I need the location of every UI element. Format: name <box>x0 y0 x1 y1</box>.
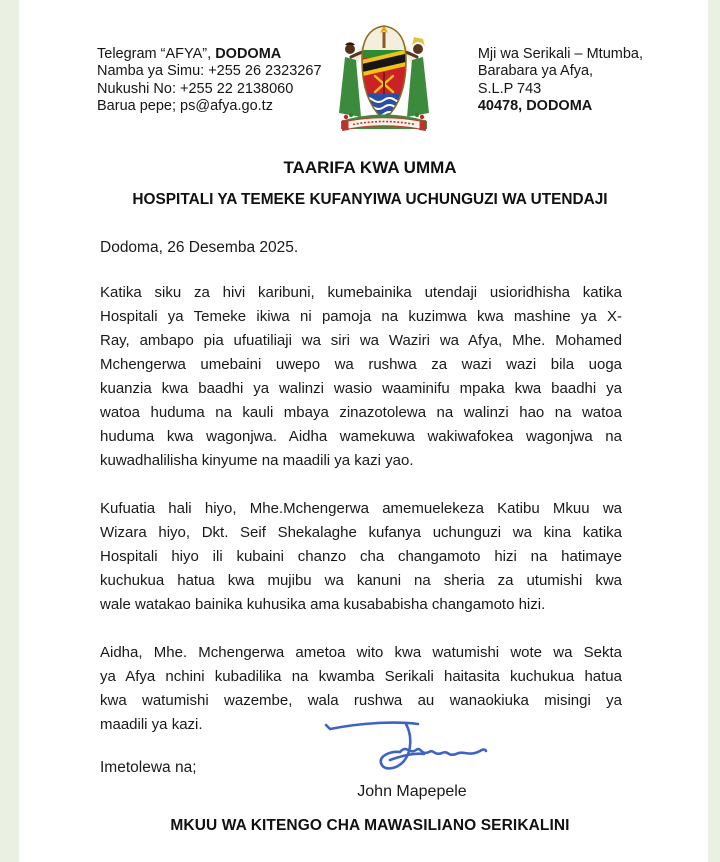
telegram-line <box>97 46 322 63</box>
paragraph-line: Aidha, Mhe. Mchengerwa ametoa wito kwa watumishi wote wa Sekta <box>100 644 622 661</box>
paragraph-line: kuchukua hatua kwa mujibu wa kanuni na sheria za utumishi kwa <box>100 572 622 589</box>
paragraph-line: Mchengerwa umebaini uwepo wa rushwa za wazi wazi bila uoga <box>100 356 622 373</box>
dateline: Dodoma, 26 Desemba 2025. <box>100 239 299 256</box>
letterhead-postcode: 40478, DODOMA <box>477 98 593 115</box>
letterhead-contact-line: Nukushi No: +255 22 2138060 <box>97 80 294 97</box>
letterhead-right-block <box>478 46 643 132</box>
paragraph-line: watoa huduma na kauli mbaya zinazotolewa na walinzi hao na watoa <box>100 404 622 421</box>
letterhead-contact-line: Barua pepe; ps@afya.go.tz <box>97 98 273 115</box>
paragraph-line: wale watakao bainika kuhusika ama kusababisha changamoto hizi. <box>100 596 546 613</box>
paragraph-line: Katika siku za hivi karibuni, kumebainika utendaji usioridhisha katika <box>100 284 622 301</box>
paragraph-line: kuwadhalilisha kinyume na maadili ya kazi yao. <box>100 452 414 469</box>
letterhead-address-line: S.L.P 743 <box>477 80 542 97</box>
signatory-name: John Mapepele <box>357 783 467 800</box>
paragraph-line: Wizara hiyo, Dkt. Seif Shekalaghe kufanya uchunguzi wa kina katika <box>100 524 622 541</box>
notice-subtitle: HOSPITALI YA TEMEKE KUFANYIWA UCHUNGUZI WA UTENDAJI <box>132 191 608 208</box>
paragraph-line: Ray, ambapo pia ufuatiliaji wa siri wa Waziri wa Afya, Mhe. Mohamed <box>100 332 622 349</box>
paragraph-line: ya Afya nchini kubadilika na kwamba Serikali haitasita kuchukua hatua <box>100 668 622 685</box>
letterhead-right-lines <box>478 46 643 98</box>
letter-document <box>19 0 708 862</box>
paragraph-line: huduma kwa wagonjwa. Aidha wamekuwa wakiwafokea wagonjwa na <box>100 428 622 445</box>
letterhead-address-line: Barabara ya Afya, <box>477 63 594 80</box>
notice-title: TAARIFA KWA UMMA <box>283 158 457 177</box>
paragraph <box>100 281 622 473</box>
paragraph-line: Hospitali hiyo ili kubaini chanzo cha changamoto hizi na hatimaye <box>100 548 622 565</box>
letterhead <box>97 20 643 132</box>
signatory-title: MKUU WA KITENGO CHA MAWASILIANO SERIKALINI <box>170 817 570 834</box>
letterhead-left-lines <box>97 63 322 115</box>
paragraph-line: kuanzia kwa baadhi ya walinzi wasio waaminifu mpaka kwa baadhi ya <box>100 380 622 397</box>
telegram-city: DODOMA <box>215 46 282 62</box>
paragraph-line: Kufuatia hali hiyo, Mhe.Mchengerwa amemuelekeza Katibu Mkuu wa <box>100 500 622 517</box>
tanzania-coat-of-arms-icon <box>338 20 430 132</box>
paragraph <box>100 497 622 617</box>
letter-body <box>100 281 622 737</box>
letterhead-contact-line: Namba ya Simu: +255 26 2323267 <box>97 63 322 80</box>
paragraph-line: Hospitali ya Temeke ikiwa ni pamoja na kuzimwa kwa mashine ya X- <box>100 308 622 325</box>
handwritten-signature-image <box>320 715 490 779</box>
issued-by-label: Imetolewa na; <box>100 759 197 776</box>
right-edge-strip <box>708 0 720 862</box>
paragraph-line: maadili ya kazi. <box>100 716 203 733</box>
telegram-label: Telegram “AFYA”, <box>97 46 216 62</box>
left-edge-strip <box>0 0 19 862</box>
paragraph-line: kwa watumishi wazembe, wala rushwa au wanaokiuka misingi ya <box>100 692 622 709</box>
letterhead-left-block <box>97 46 322 132</box>
signature-block <box>97 715 643 811</box>
letterhead-address-line: Mji wa Serikali – Mtumba, <box>477 46 643 62</box>
